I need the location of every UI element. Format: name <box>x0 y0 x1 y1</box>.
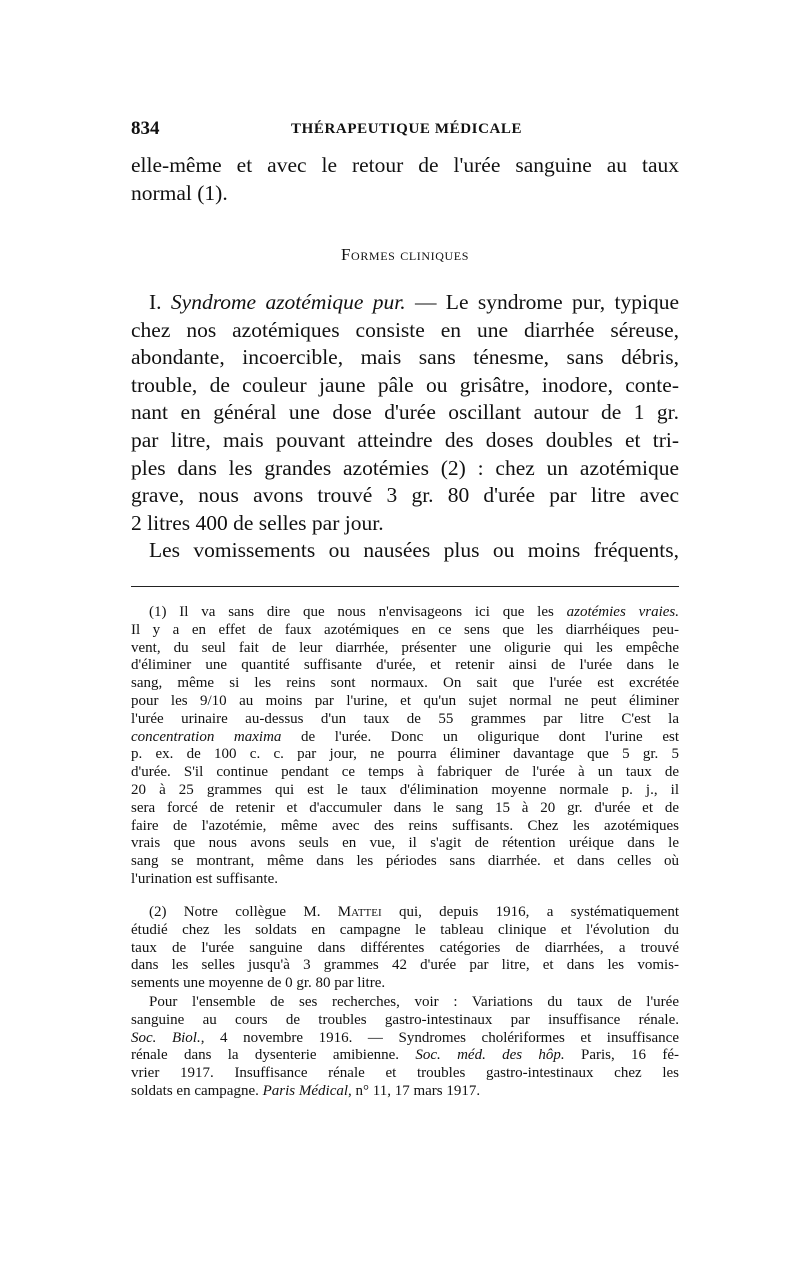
page-header <box>131 118 679 140</box>
footnote-text: (2) Notre collègue M. <box>149 904 338 920</box>
text-line: chez nos azotémiques consiste en une diarrhée séreuse, <box>131 317 679 342</box>
footnote-emphasis: concentration maxima <box>131 728 282 745</box>
footnote-line: sang se montrant, même dans les périodes sans diarrhée. et dans celles où <box>131 853 679 870</box>
journal-title: Paris Médical <box>262 1082 349 1099</box>
text-line: elle-même et avec le retour de l'urée sanguine au taux <box>131 153 679 177</box>
footnote-line <box>131 1047 679 1065</box>
footnote-line <box>131 1083 679 1101</box>
footnote-line: vrier 1917. Insuffisance rénale et troubles gastro-intestinaux chez les <box>131 1065 679 1082</box>
footnote-line <box>131 904 679 922</box>
journal-title: Soc. méd. des hôp. <box>415 1047 565 1064</box>
footnote-line: d'urée. S'il continue pendant ce temps à fabriquer de l'urée à un taux de <box>131 764 679 781</box>
footnote-text: , n° 11, 17 mars 1917. <box>348 1082 481 1099</box>
heading-rest: — Le syndrome pur, typique <box>405 290 680 314</box>
footnote-line: 20 à 25 grammes qui est le taux d'élimination moyenne normale p. j., il <box>131 781 679 798</box>
footnote-line: Il y a en effet de faux azotémiques en ce sens que les diarrhéiques peu- <box>131 621 679 638</box>
footnote-2 <box>131 904 679 993</box>
running-title: THÉRAPEUTIQUE MÉDICALE <box>291 121 523 137</box>
text-line: normal (1). <box>131 180 228 205</box>
heading-number: I. <box>149 290 162 314</box>
section-title <box>131 245 679 265</box>
text-line: Les vomissements ou nausées plus ou moins fréquents, <box>149 538 679 562</box>
footnote-line: pour les 9/10 au moins par l'urine, et qu'un sujet normal ne peut éliminer <box>131 692 679 709</box>
footnote-line: vrais que nous avons seuls en vue, il s'agit de rétention uréique dans le <box>131 835 679 852</box>
text-line: abondante, incoercible, mais sans ténesme, sans débris, <box>131 345 679 370</box>
paragraph-heading: Syndrome azotémique pur. <box>170 290 406 314</box>
footnote-text: soldats en campagne. <box>131 1082 263 1099</box>
footnote-line: d'éliminer une quantité suffisante d'urée, et retenir ainsi de l'urée dans le <box>131 657 679 674</box>
footnote-text: , 4 novembre 1916. — Syndromes cholériformes et insuffisance <box>200 1029 679 1046</box>
text-line: trouble, de couleur jaune pâle ou grisâtre, inodore, conte- <box>131 372 679 397</box>
footnote-emphasis: azotémies vraies. <box>566 604 679 620</box>
footnote-2-references <box>131 994 679 1101</box>
author-name: Mattei <box>337 904 382 920</box>
footnote-line <box>131 1030 679 1048</box>
footnote-line: sang, même si les reins sont normaux. On sait que l'urée est excrétée <box>131 675 679 692</box>
footnote-text: Paris, 16 fé- <box>564 1047 679 1064</box>
section-title-text: Formes cliniques <box>341 245 469 264</box>
paragraph-syndrome <box>131 289 679 537</box>
footnote-divider <box>131 586 679 587</box>
footnote-line: sanguine au cours de troubles gastro-intestinaux par insuffisance rénale. <box>131 1011 679 1028</box>
footnote-line: Pour l'ensemble de ses recherches, voir : Variations du taux de l'urée <box>149 994 679 1010</box>
footnote-line <box>131 604 679 622</box>
footnote-line: étudié chez les soldats en campagne le tableau clinique et l'évolution du <box>131 921 679 938</box>
footnote-line: faire de l'azotémie, même avec des reins suffisants. Chez les azotémiques <box>131 817 679 834</box>
footnote-line: sera forcé de retenir et d'accumuler dans le sang 15 à 20 gr. d'urée et de <box>131 799 679 816</box>
footnote-text: de l'urée. Donc un oligurique dont l'urine est <box>281 728 679 745</box>
footnote-text: (1) Il va sans dire que nous n'envisageons ici que les <box>149 604 567 620</box>
footnote-line: taux de l'urée sanguine dans différentes catégories de diarrhées, a trouvé <box>131 939 679 956</box>
footnote-line: l'urée urinaire au-dessus d'un taux de 55 grammes par litre C'est la <box>131 710 679 727</box>
text-line: par litre, mais pouvant atteindre des doses doubles et tri- <box>131 427 679 452</box>
text-line: ples dans les grandes azotémies (2) : chez un azotémique <box>131 455 679 480</box>
text-line: 2 litres 400 de selles par jour. <box>131 510 384 535</box>
footnote-line: l'urination est suffisante. <box>131 870 278 887</box>
footnote-line: sements une moyenne de 0 gr. 80 par litre. <box>131 975 386 992</box>
journal-title: Soc. Biol. <box>131 1029 201 1046</box>
footnote-line: dans les selles jusqu'à 3 grammes 42 d'urée par litre, et dans les vomis- <box>131 957 679 974</box>
text-line: nant en général une dose d'urée oscillant autour de 1 gr. <box>131 400 679 425</box>
footnote-line <box>131 729 679 747</box>
page-number: 834 <box>131 118 160 139</box>
footnote-text: rénale dans la dysenterie amibienne. <box>131 1047 416 1064</box>
paragraph-vomissements <box>131 537 679 565</box>
footnote-line: p. ex. de 100 c. c. par jour, ne pourra éliminer davantage que 5 gr. 5 <box>131 746 679 763</box>
paragraph-first-line <box>131 289 679 317</box>
footnote-line: vent, du seul fait de leur diarrhée, présenter une oligurie qui les empêche <box>131 639 679 656</box>
continuation-text <box>131 152 679 207</box>
footnote-1 <box>131 604 679 889</box>
footnote-text: qui, depuis 1916, a systématiquement <box>381 904 679 920</box>
text-line: grave, nous avons trouvé 3 gr. 80 d'urée par litre avec <box>131 483 679 508</box>
